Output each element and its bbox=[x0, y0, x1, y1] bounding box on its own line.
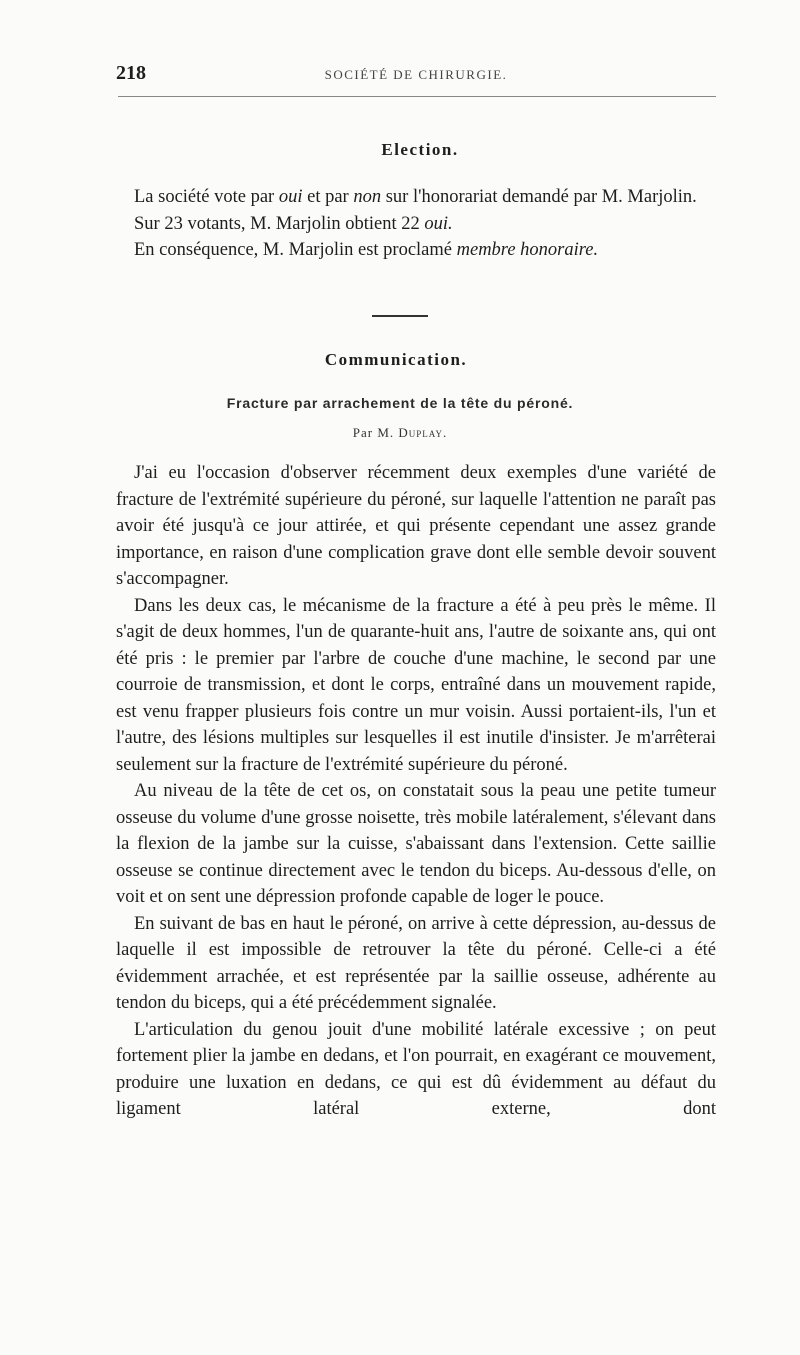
election-paragraph-2: Sur 23 votants, M. Marjolin obtient 22 oui. bbox=[134, 213, 453, 234]
paragraph-5: L'articulation du genou jouit d'une mobilité latérale excessive ; on peut fortement plier la jambe en dedans, et l'on pourrait, en exagérant ce mouvement, produire une luxation en dedans, ce qui est dû évidemment au défaut du ligament latéral externe, dont bbox=[116, 1019, 716, 1119]
election-text bbox=[116, 184, 716, 264]
section-heading-communication: Communication. bbox=[324, 350, 468, 369]
header-rule bbox=[118, 96, 716, 97]
paragraph-2: Dans les deux cas, le mécanisme de la fracture a été à peu près le même. Il s'agit de deux hommes, l'un de quarante-huit ans, l'autre de soixante ans, qui ont été pris : le premier par l'arbre de couche d'une machine, le second par une courroie de transmission, et dont le corps, entraîné dans un mouvement rapide, est venu frapper plusieurs fois contre un mur voisin. Aussi portaient-ils, l'un et l'autre, des lésions multiples sur lesquelles il est inutile d'insister. Je m'arrêterai seulement sur la fracture de l'extrémité supérieure du péroné. bbox=[116, 595, 716, 775]
paragraph-4: En suivant de bas en haut le péroné, on arrive à cette dépression, au-dessus de laquelle il est impossible de retrouver la tête du péroné. Celle-ci a été évidemment arrachée, et est représentée par la saillie osseuse, adhérente au tendon du biceps, qui a été précédemment signalée. bbox=[116, 913, 716, 1013]
page-number: 218 bbox=[116, 62, 146, 84]
election-paragraph-1: La société vote par oui et par non sur l'honorariat demandé par M. Marjolin. bbox=[134, 187, 697, 207]
communication-text bbox=[116, 460, 716, 1123]
section-heading-election: Election. bbox=[381, 140, 459, 159]
section-divider bbox=[372, 315, 428, 317]
article-title: Fracture par arrachement de la tête du péroné. bbox=[226, 395, 574, 411]
election-paragraph-3: En conséquence, M. Marjolin est proclamé membre honoraire. bbox=[134, 240, 599, 260]
running-head bbox=[116, 62, 716, 86]
running-title: SOCIÉTÉ DE CHIRURGIE. bbox=[324, 67, 508, 82]
article-byline: Par M. Duplay. bbox=[352, 425, 448, 440]
paragraph-1: J'ai eu l'occasion d'observer récemment deux exemples d'une variété de fracture de l'extrémité supérieure du péroné, sur laquelle l'attention ne paraît pas avoir été jusqu'à ce jour attirée, et qui présente cependant une assez grande importance, en raison d'une complication grave dont elle semble devoir souvent s'accompagner. bbox=[116, 463, 716, 589]
paragraph-3: Au niveau de la tête de cet os, on constatait sous la peau une petite tumeur osseuse du volume d'une grosse noisette, très mobile latéralement, s'élevant dans la flexion de la jambe sur la cuisse, s'abaissant dans l'extension. Cette saillie osseuse se continue directement avec le tendon du biceps. Au-dessous d'elle, on voit et on sent une dépression profonde capable de loger le pouce. bbox=[116, 781, 716, 907]
